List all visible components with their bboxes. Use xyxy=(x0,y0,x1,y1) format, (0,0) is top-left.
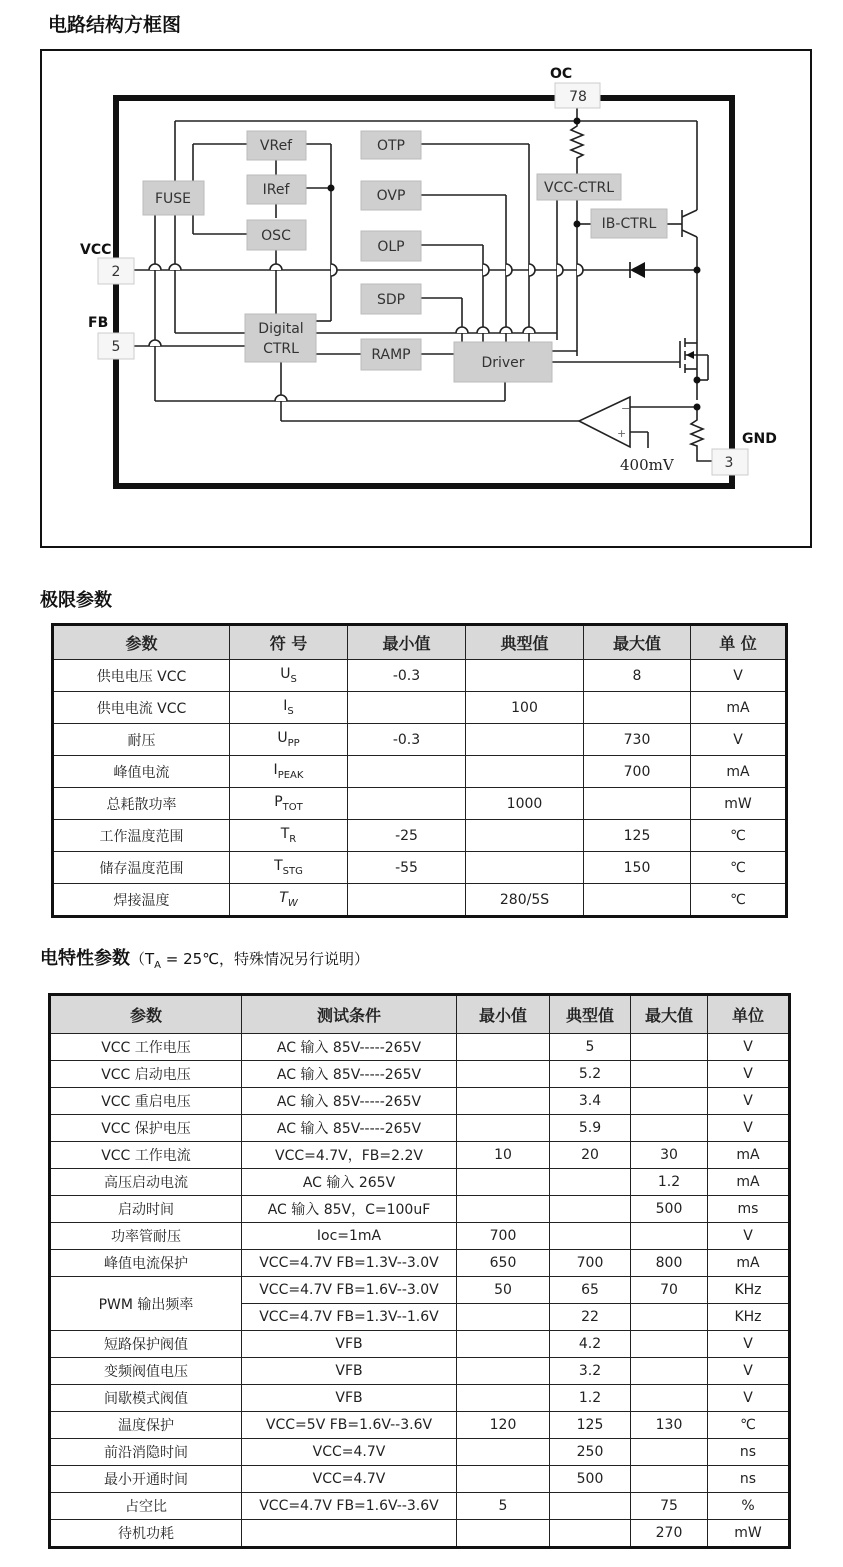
header-cell: 最小值 xyxy=(457,995,550,1034)
typ-cell xyxy=(550,1196,631,1223)
typ-cell: 100 xyxy=(466,692,584,724)
electrical-row xyxy=(50,1250,790,1277)
max-cell xyxy=(631,1385,708,1412)
otp-label: OTP xyxy=(376,138,406,154)
param-cell: 耐压 xyxy=(53,724,230,756)
limits-row xyxy=(53,820,787,852)
param-cell: 高压启动电流 xyxy=(50,1169,242,1196)
min-cell xyxy=(457,1304,550,1331)
unit-cell: V xyxy=(708,1088,790,1115)
min-cell: 5 xyxy=(457,1493,550,1520)
unit-cell: V xyxy=(708,1061,790,1088)
unit-cell: V xyxy=(708,1358,790,1385)
cond-cell: VFB xyxy=(242,1385,457,1412)
unit-cell: mA xyxy=(708,1250,790,1277)
unit-cell: V xyxy=(708,1385,790,1412)
symbol-cell: $T_W$ xyxy=(230,884,348,917)
symbol-cell: $T_R$ xyxy=(230,820,348,852)
max-cell: 150 xyxy=(584,852,691,884)
header-cell: 最大值 xyxy=(584,625,691,660)
reference-voltage-label: 400mV xyxy=(620,456,674,474)
param-cell: VCC 启动电压 xyxy=(50,1061,242,1088)
max-cell: 75 xyxy=(631,1493,708,1520)
header-cell: 单 位 xyxy=(691,625,787,660)
param-cell: PWM 输出频率 xyxy=(50,1277,242,1331)
header-cell: 典型值 xyxy=(550,995,631,1034)
typ-cell: 3.2 xyxy=(550,1358,631,1385)
min-cell xyxy=(348,756,466,788)
max-cell xyxy=(631,1331,708,1358)
cond-cell: VCC=4.7V FB=1.6V--3.6V xyxy=(242,1493,457,1520)
typ-cell: 5 xyxy=(550,1034,631,1061)
max-cell xyxy=(584,884,691,917)
min-cell xyxy=(457,1034,550,1061)
unit-cell: % xyxy=(708,1493,790,1520)
pin-fb-number: 5 xyxy=(111,339,121,355)
comparator-plus: + xyxy=(617,427,627,440)
min-cell: 50 xyxy=(457,1277,550,1304)
symbol-cell: $I_S$ xyxy=(230,692,348,724)
cond-cell: AC 输入 85V-----265V xyxy=(242,1115,457,1142)
typ-cell: 1000 xyxy=(466,788,584,820)
cond-cell: VCC=4.7V xyxy=(242,1439,457,1466)
chip-outline xyxy=(116,98,732,486)
typ-cell xyxy=(466,660,584,692)
electrical-row xyxy=(50,1385,790,1412)
unit-cell: mA xyxy=(691,756,787,788)
vref-label: VRef xyxy=(259,138,293,154)
unit-cell: ℃ xyxy=(691,852,787,884)
typ-cell: 500 xyxy=(550,1466,631,1493)
min-cell xyxy=(457,1196,550,1223)
electrical-table xyxy=(48,993,791,1549)
electrical-row xyxy=(50,1034,790,1061)
min-cell xyxy=(457,1331,550,1358)
min-cell: 700 xyxy=(457,1223,550,1250)
symbol-cell: $U_S$ xyxy=(230,660,348,692)
max-cell xyxy=(584,692,691,724)
unit-cell: V xyxy=(691,724,787,756)
max-cell: 270 xyxy=(631,1520,708,1548)
electrical-row xyxy=(50,1196,790,1223)
max-cell: 30 xyxy=(631,1142,708,1169)
comparator-minus: − xyxy=(621,402,631,415)
unit-cell: V xyxy=(691,660,787,692)
typ-cell xyxy=(466,820,584,852)
max-cell: 125 xyxy=(584,820,691,852)
param-cell: 变频阀值电压 xyxy=(50,1358,242,1385)
param-cell: 最小开通时间 xyxy=(50,1466,242,1493)
electrical-note: （$T_A$ = 25℃，特殊情况另行说明） xyxy=(130,950,370,971)
cond-cell: VCC=4.7V xyxy=(242,1466,457,1493)
pin-vcc-label: VCC xyxy=(80,242,112,258)
pin-vcc-number: 2 xyxy=(111,264,121,280)
typ-cell: 3.4 xyxy=(550,1088,631,1115)
param-cell: 总耗散功率 xyxy=(53,788,230,820)
min-cell xyxy=(457,1439,550,1466)
pin-oc-label: OC xyxy=(550,66,573,82)
header-cell: 最大值 xyxy=(631,995,708,1034)
typ-cell xyxy=(466,756,584,788)
param-cell: 工作温度范围 xyxy=(53,820,230,852)
unit-cell: ns xyxy=(708,1439,790,1466)
param-cell: 短路保护阀值 xyxy=(50,1331,242,1358)
max-cell xyxy=(631,1115,708,1142)
header-cell: 测试条件 xyxy=(242,995,457,1034)
typ-cell: 280/5S xyxy=(466,884,584,917)
min-cell xyxy=(457,1466,550,1493)
symbol-cell: $T_{STG}$ xyxy=(230,852,348,884)
mosfet-arrow-icon xyxy=(686,351,694,359)
unit-cell: mA xyxy=(691,692,787,724)
unit-cell: KHz xyxy=(708,1304,790,1331)
typ-cell xyxy=(550,1520,631,1548)
header-cell: 单位 xyxy=(708,995,790,1034)
unit-cell: ℃ xyxy=(691,884,787,917)
circuit-block-diagram xyxy=(0,0,843,560)
param-cell: VCC 工作电压 xyxy=(50,1034,242,1061)
pin-oc-number: 78 xyxy=(569,89,587,105)
iref-label: IRef xyxy=(262,182,290,198)
symbol-cell: $I_{PEAK}$ xyxy=(230,756,348,788)
max-cell xyxy=(631,1466,708,1493)
sdp-label: SDP xyxy=(376,292,406,308)
max-cell: 730 xyxy=(584,724,691,756)
min-cell: 10 xyxy=(457,1142,550,1169)
electrical-row xyxy=(50,1061,790,1088)
vcc-ctrl-label: VCC-CTRL xyxy=(543,180,615,196)
min-cell xyxy=(457,1358,550,1385)
min-cell xyxy=(457,1169,550,1196)
param-cell: 间歇模式阀值 xyxy=(50,1385,242,1412)
limits-row xyxy=(53,660,787,692)
typ-cell xyxy=(550,1169,631,1196)
ramp-label: RAMP xyxy=(371,347,411,363)
min-cell xyxy=(457,1088,550,1115)
fuse-label: FUSE xyxy=(154,191,192,207)
typ-cell: 4.2 xyxy=(550,1331,631,1358)
electrical-title xyxy=(40,944,369,971)
max-cell: 130 xyxy=(631,1412,708,1439)
diode-icon xyxy=(630,262,645,278)
typ-cell: 65 xyxy=(550,1277,631,1304)
electrical-header-row xyxy=(50,995,790,1034)
header-cell: 最小值 xyxy=(348,625,466,660)
pin-gnd-label: GND xyxy=(742,431,777,447)
electrical-row xyxy=(50,1088,790,1115)
typ-cell xyxy=(466,724,584,756)
unit-cell: mA xyxy=(708,1142,790,1169)
ib-ctrl-label: IB-CTRL xyxy=(601,216,657,232)
symbol-cell: $U_{PP}$ xyxy=(230,724,348,756)
max-cell xyxy=(631,1061,708,1088)
digital-ctrl-label-line2: CTRL xyxy=(263,341,299,357)
max-cell: 800 xyxy=(631,1250,708,1277)
typ-cell xyxy=(550,1493,631,1520)
unit-cell: ℃ xyxy=(708,1412,790,1439)
max-cell: 500 xyxy=(631,1196,708,1223)
electrical-row xyxy=(50,1493,790,1520)
ovp-label: OVP xyxy=(376,188,406,204)
header-cell: 符 号 xyxy=(230,625,348,660)
param-cell: 启动时间 xyxy=(50,1196,242,1223)
unit-cell: ℃ xyxy=(691,820,787,852)
param-cell: 前沿消隐时间 xyxy=(50,1439,242,1466)
unit-cell: V xyxy=(708,1331,790,1358)
typ-cell: 125 xyxy=(550,1412,631,1439)
electrical-row xyxy=(50,1142,790,1169)
electrical-row xyxy=(50,1439,790,1466)
param-cell: 峰值电流保护 xyxy=(50,1250,242,1277)
cond-cell: VCC=4.7V FB=1.6V--3.0V xyxy=(242,1277,457,1304)
pin-fb-label: FB xyxy=(88,315,109,331)
pin-gnd-number: 3 xyxy=(724,455,734,471)
electrical-row xyxy=(50,1412,790,1439)
typ-cell: 250 xyxy=(550,1439,631,1466)
min-cell xyxy=(457,1385,550,1412)
unit-cell: mW xyxy=(708,1520,790,1548)
min-cell: 650 xyxy=(457,1250,550,1277)
driver-label: Driver xyxy=(481,355,525,371)
min-cell xyxy=(348,692,466,724)
max-cell: 1.2 xyxy=(631,1169,708,1196)
min-cell: -0.3 xyxy=(348,660,466,692)
max-cell xyxy=(631,1439,708,1466)
unit-cell: ms xyxy=(708,1196,790,1223)
param-cell: 占空比 xyxy=(50,1493,242,1520)
min-cell: -25 xyxy=(348,820,466,852)
max-cell: 700 xyxy=(584,756,691,788)
typ-cell: 5.2 xyxy=(550,1061,631,1088)
limits-row xyxy=(53,724,787,756)
electrical-row xyxy=(50,1115,790,1142)
max-cell xyxy=(584,788,691,820)
cond-cell: VCC=5V FB=1.6V--3.6V xyxy=(242,1412,457,1439)
limits-row xyxy=(53,788,787,820)
min-cell xyxy=(457,1520,550,1548)
max-cell xyxy=(631,1034,708,1061)
param-cell: 功率管耐压 xyxy=(50,1223,242,1250)
min-cell: -0.3 xyxy=(348,724,466,756)
electrical-row xyxy=(50,1520,790,1548)
max-cell xyxy=(631,1358,708,1385)
param-cell: VCC 重启电压 xyxy=(50,1088,242,1115)
param-cell: 供电电压 VCC xyxy=(53,660,230,692)
param-cell: 储存温度范围 xyxy=(53,852,230,884)
blocks xyxy=(143,131,667,382)
electrical-row xyxy=(50,1358,790,1385)
limits-row xyxy=(53,756,787,788)
cond-cell: AC 输入 265V xyxy=(242,1169,457,1196)
unit-cell: mA xyxy=(708,1169,790,1196)
min-cell xyxy=(457,1061,550,1088)
param-cell: VCC 工作电流 xyxy=(50,1142,242,1169)
unit-cell: V xyxy=(708,1115,790,1142)
unit-cell: mW xyxy=(691,788,787,820)
electrical-row xyxy=(50,1223,790,1250)
max-cell xyxy=(631,1223,708,1250)
cond-cell: Ioc=1mA xyxy=(242,1223,457,1250)
max-cell: 70 xyxy=(631,1277,708,1304)
cond-cell: VCC=4.7V，FB=2.2V xyxy=(242,1142,457,1169)
typ-cell xyxy=(466,852,584,884)
cond-cell: AC 输入 85V-----265V xyxy=(242,1034,457,1061)
osc-label: OSC xyxy=(261,228,291,244)
header-cell: 参数 xyxy=(50,995,242,1034)
limits-row xyxy=(53,692,787,724)
cond-cell: VFB xyxy=(242,1331,457,1358)
typ-cell: 20 xyxy=(550,1142,631,1169)
min-cell: -55 xyxy=(348,852,466,884)
typ-cell: 1.2 xyxy=(550,1385,631,1412)
limits-row xyxy=(53,884,787,917)
min-cell xyxy=(348,788,466,820)
param-cell: 供电电流 VCC xyxy=(53,692,230,724)
limits-row xyxy=(53,852,787,884)
unit-cell: V xyxy=(708,1034,790,1061)
typ-cell: 22 xyxy=(550,1304,631,1331)
header-cell: 参数 xyxy=(53,625,230,660)
cond-cell xyxy=(242,1520,457,1548)
limits-header-row xyxy=(53,625,787,660)
max-cell xyxy=(631,1088,708,1115)
electrical-title-main: 电特性参数 xyxy=(40,948,130,969)
limits-title: 极限参数 xyxy=(40,590,112,611)
min-cell xyxy=(348,884,466,917)
cond-cell: VFB xyxy=(242,1358,457,1385)
unit-cell: ns xyxy=(708,1466,790,1493)
typ-cell xyxy=(550,1223,631,1250)
electrical-row xyxy=(50,1169,790,1196)
min-cell xyxy=(457,1115,550,1142)
olp-label: OLP xyxy=(377,239,405,255)
unit-cell: V xyxy=(708,1223,790,1250)
cond-cell: AC 输入 85V-----265V xyxy=(242,1061,457,1088)
typ-cell: 5.9 xyxy=(550,1115,631,1142)
electrical-row xyxy=(50,1331,790,1358)
param-cell: 峰值电流 xyxy=(53,756,230,788)
min-cell: 120 xyxy=(457,1412,550,1439)
cond-cell: VCC=4.7V FB=1.3V--3.0V xyxy=(242,1250,457,1277)
header-cell: 典型值 xyxy=(466,625,584,660)
electrical-row xyxy=(50,1277,790,1304)
param-cell: VCC 保护电压 xyxy=(50,1115,242,1142)
cond-cell: VCC=4.7V FB=1.3V--1.6V xyxy=(242,1304,457,1331)
diagram-title: 电路结构方框图 xyxy=(48,14,182,36)
limits-table xyxy=(51,623,788,918)
symbol-cell: $P_{TOT}$ xyxy=(230,788,348,820)
param-cell: 温度保护 xyxy=(50,1412,242,1439)
max-cell: 8 xyxy=(584,660,691,692)
cond-cell: AC 输入 85V-----265V xyxy=(242,1088,457,1115)
param-cell: 待机功耗 xyxy=(50,1520,242,1548)
cond-cell: AC 输入 85V，C=100uF xyxy=(242,1196,457,1223)
typ-cell: 700 xyxy=(550,1250,631,1277)
unit-cell: KHz xyxy=(708,1277,790,1304)
param-cell: 焊接温度 xyxy=(53,884,230,917)
max-cell xyxy=(631,1304,708,1331)
electrical-row xyxy=(50,1466,790,1493)
digital-ctrl-label-line1: Digital xyxy=(258,321,304,337)
